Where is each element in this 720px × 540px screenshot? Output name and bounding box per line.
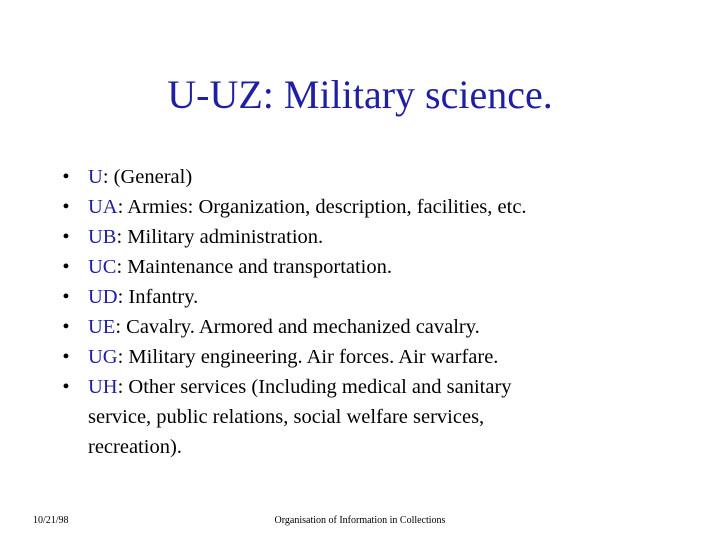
class-code: UA — [88, 196, 118, 218]
bullet-icon: • — [62, 166, 70, 188]
list-item — [0, 192, 720, 222]
bullet-list — [0, 162, 720, 462]
class-code: U — [88, 166, 103, 188]
class-description: : (General) — [102, 166, 193, 188]
bullet-icon: • — [62, 196, 70, 218]
class-code: UD — [88, 286, 118, 308]
class-code: UG — [88, 346, 118, 368]
class-code: UC — [88, 256, 117, 278]
bullet-icon: • — [62, 286, 70, 308]
list-item — [0, 222, 720, 252]
list-item — [0, 162, 720, 192]
list-item — [0, 342, 720, 372]
list-item — [0, 312, 720, 342]
class-code: UB — [88, 226, 117, 248]
footer-date: 10/21/98 — [33, 515, 69, 526]
bullet-icon: • — [62, 256, 70, 278]
class-code: UH — [88, 376, 118, 398]
class-description-continuation: service, public relations, social welfare services, — [88, 406, 485, 428]
list-item — [0, 282, 720, 312]
class-description: : Cavalry. Armored and mechanized cavalry. — [115, 316, 480, 338]
bullet-icon: • — [62, 346, 70, 368]
bullet-icon: • — [62, 226, 70, 248]
class-code: UE — [88, 316, 116, 338]
class-description: : Other services (Including medical and sanitary — [117, 376, 512, 398]
list-item — [0, 252, 720, 282]
bullet-icon: • — [62, 376, 70, 398]
footer-title: Organisation of Information in Collections — [274, 515, 446, 526]
bullet-icon: • — [62, 316, 70, 338]
class-description: : Infantry. — [117, 286, 199, 308]
class-description: : Armies: Organization, description, facilities, etc. — [117, 196, 527, 218]
class-description: : Military administration. — [116, 226, 324, 248]
slide-title: U-UZ: Military science. — [167, 72, 553, 117]
class-description-continuation: recreation). — [88, 436, 182, 458]
class-description: : Maintenance and transportation. — [116, 256, 393, 278]
list-item — [0, 372, 720, 462]
class-description: : Military engineering. Air forces. Air warfare. — [117, 346, 499, 368]
